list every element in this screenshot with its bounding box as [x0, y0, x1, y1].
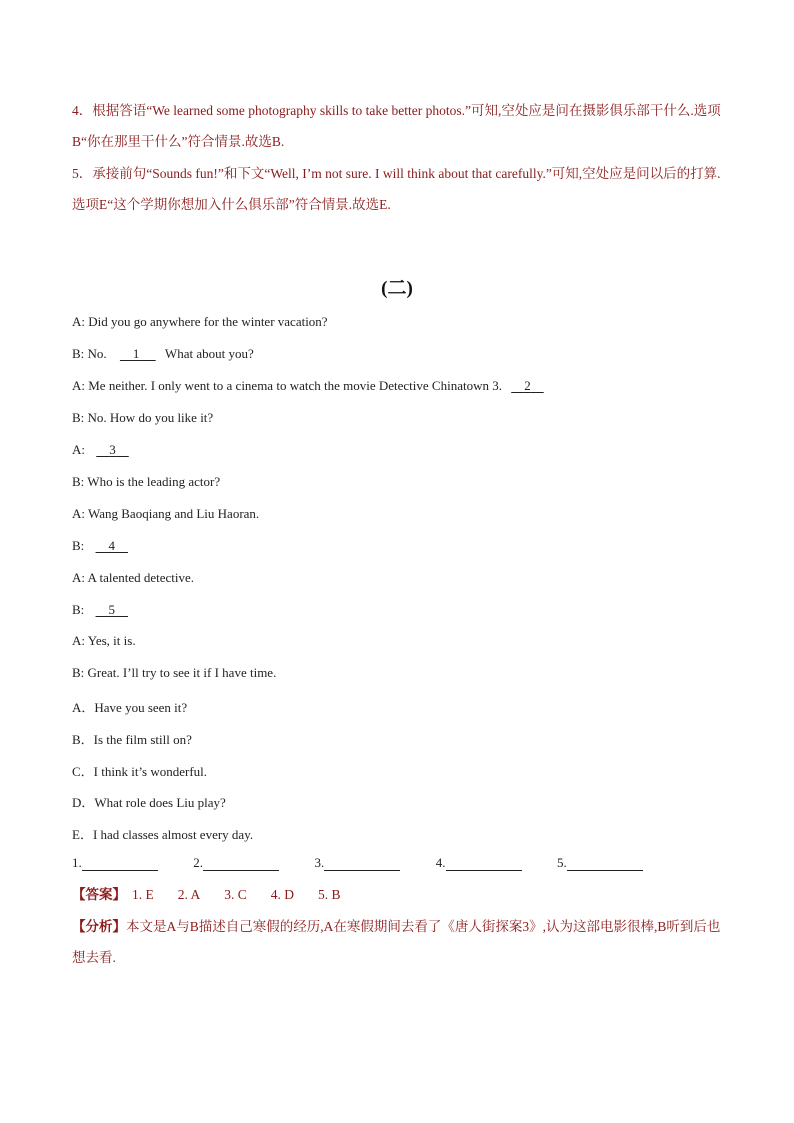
- answer-3: 3. C: [224, 887, 247, 902]
- analysis: [72, 911, 724, 973]
- option-e: E．I had classes almost every day.: [72, 827, 254, 842]
- answer-5: 5. B: [318, 887, 341, 902]
- blank-4: 4: [108, 538, 116, 553]
- dialogue-line-5: A: 3: [72, 442, 129, 458]
- dialogue-line-12: B: Great. I’ll try to see it if I have time.: [72, 665, 277, 680]
- answer-blank-5: 5.: [557, 855, 675, 871]
- option-a: A．Have you seen it?: [72, 700, 188, 715]
- dialogue-line-8: B: 4: [72, 538, 128, 554]
- answer-1: 1. E: [132, 887, 154, 902]
- explanation-4: 4．根据答语“We learned some photography skills to take better photos.”可知,空处应是问在摄影俱乐部干什么.选项B“你在那里干什么”符合情景.故选B.: [72, 103, 721, 149]
- dialogue-line-3: A: Me neither. I only went to a cinema to watch the movie Detective Chinatown 3. 2: [72, 378, 544, 394]
- answer-blank-row: [72, 855, 675, 871]
- answer-key: [72, 883, 359, 903]
- dialogue-line-1: A: Did you go anywhere for the winter vacation?: [72, 314, 328, 329]
- analysis-tag: 【分析】: [72, 919, 126, 934]
- answer-tag: 【答案】: [72, 887, 126, 902]
- answer-blank-2: 2.: [193, 855, 311, 871]
- dialogue-line-2: B: No. 1 What about you?: [72, 346, 254, 361]
- dialogue-line-7: A: Wang Baoqiang and Liu Haoran.: [72, 506, 260, 521]
- dialogue-line-4: B: No. How do you like it?: [72, 410, 214, 425]
- answer-blank-1: 1.: [72, 855, 190, 871]
- dialogue-line-6: B: Who is the leading actor?: [72, 474, 221, 489]
- blank-1: 1: [132, 346, 140, 361]
- option-c: C．I think it’s wonderful.: [72, 764, 208, 779]
- answer-blank-3: 3.: [315, 855, 433, 871]
- dialogue-line-11: A: Yes, it is.: [72, 633, 136, 648]
- answer-4: 4. D: [270, 887, 295, 902]
- option-b: B．Is the film still on?: [72, 732, 192, 747]
- option-d: D．What role does Liu play?: [72, 795, 226, 810]
- blank-2: 2: [524, 378, 531, 393]
- section-title: (二): [381, 278, 413, 299]
- explanation-5: 5．承接前句“Sounds fun!”和下文“Well, I’m not sure. I will think about that carefully.”可知,空处应是问以后的打算.选项E“这个学期你想加入什么俱乐部”符合情景.故选E.: [72, 166, 721, 212]
- analysis-text: 本文是A与B描述自己寒假的经历,A在寒假期间去看了《唐人街探案3》,认为这部电影很棒,B听到后也想去看.: [72, 919, 721, 965]
- blank-3: 3: [109, 442, 116, 457]
- dialogue-line-9: A: A talented detective.: [72, 570, 195, 585]
- answer-2: 2. A: [177, 887, 201, 902]
- dialogue-line-10: B: 5: [72, 602, 128, 618]
- blank-5: 5: [108, 602, 116, 617]
- answer-blank-4: 4.: [436, 855, 554, 871]
